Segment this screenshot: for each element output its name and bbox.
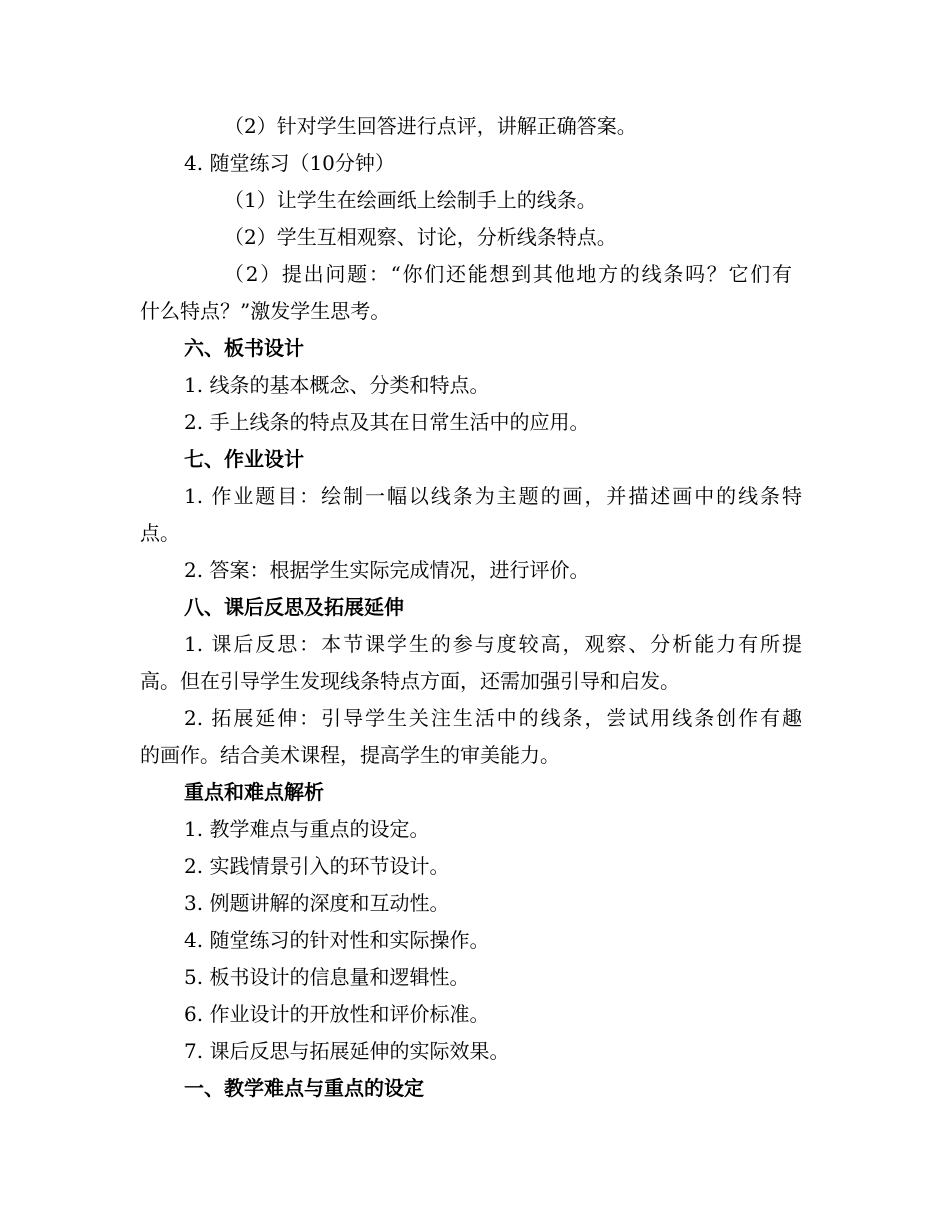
text-line-2: 4. 随堂练习（10分钟） [184, 151, 395, 175]
text-line-16: 高。但在引导学生发现线条特点方面，还需加强引导和启发。 [140, 669, 680, 693]
text-line-20: 1. 教学难点与重点的设定。 [184, 817, 430, 841]
text-line-15: 1. 课后反思：本节课学生的参与度较高，观察、分析能力有所提 [184, 632, 802, 656]
text-line-17: 2. 拓展延伸：引导学生关注生活中的线条，尝试用线条创作有趣 [184, 706, 802, 730]
text-line-1: （2）针对学生回答进行点评，讲解正确答案。 [224, 114, 637, 138]
text-line-25: 6. 作业设计的开放性和评价标准。 [184, 1002, 490, 1026]
section-heading-board-design: 六、板书设计 [184, 336, 304, 360]
text-line-26: 7. 课后反思与拓展延伸的实际效果。 [184, 1039, 510, 1063]
text-line-3: （1）让学生在绘画纸上绘制手上的线条。 [224, 188, 597, 212]
text-line-4: （2）学生互相观察、讨论，分析线条特点。 [224, 225, 617, 249]
text-line-13: 2. 答案：根据学生实际完成情况，进行评价。 [184, 558, 590, 582]
text-line-9: 2. 手上线条的特点及其在日常生活中的应用。 [184, 410, 590, 434]
text-line-22: 3. 例题讲解的深度和互动性。 [184, 891, 450, 915]
text-line-11: 1. 作业题目：绘制一幅以线条为主题的画，并描述画中的线条特 [184, 484, 802, 508]
section-heading-difficulty-setting: 一、教学难点与重点的设定 [184, 1076, 424, 1100]
text-line-5: （2）提出问题：“你们还能想到其他地方的线条吗？它们有 [224, 262, 792, 286]
text-line-21: 2. 实践情景引入的环节设计。 [184, 854, 450, 878]
text-line-23: 4. 随堂练习的针对性和实际操作。 [184, 928, 490, 952]
text-line-12: 点。 [140, 521, 180, 545]
section-heading-key-points: 重点和难点解析 [184, 780, 324, 804]
text-line-6: 什么特点？”激发学生思考。 [140, 299, 391, 323]
section-heading-homework-design: 七、作业设计 [184, 447, 304, 471]
section-heading-reflection: 八、课后反思及拓展延伸 [184, 595, 404, 619]
text-line-8: 1. 线条的基本概念、分类和特点。 [184, 373, 490, 397]
text-line-18: 的画作。结合美术课程，提高学生的审美能力。 [140, 743, 560, 767]
text-line-24: 5. 板书设计的信息量和逻辑性。 [184, 965, 470, 989]
